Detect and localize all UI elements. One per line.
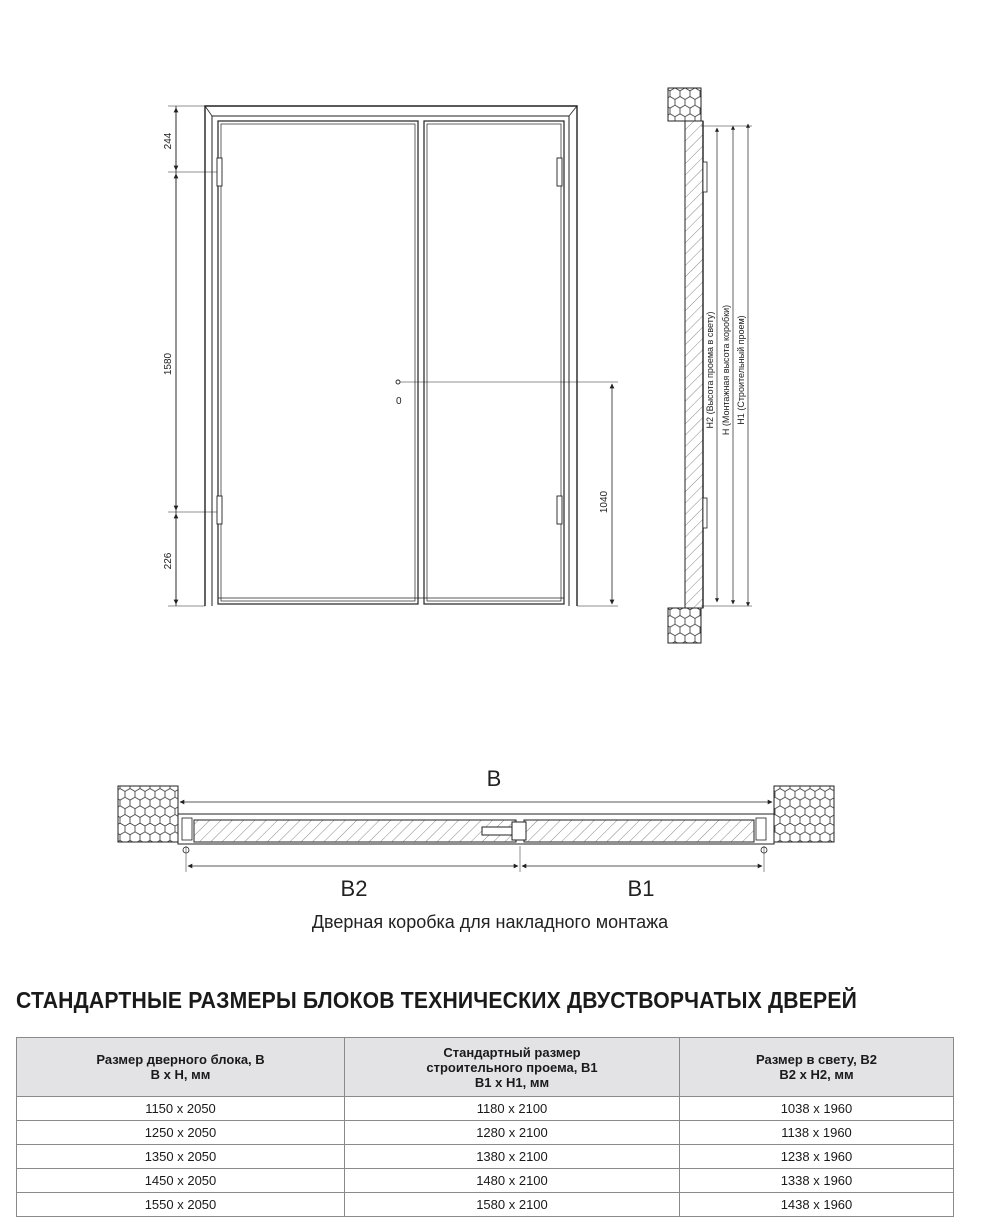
- dim-1580: 1580: [163, 352, 174, 376]
- table-row: [17, 1145, 954, 1169]
- cell-block-size: 1550 x 2050: [17, 1193, 345, 1217]
- cell-opening-size: 1280 x 2100: [345, 1121, 680, 1145]
- cell-clear-size: 1338 x 1960: [680, 1169, 954, 1193]
- plan-label-b1: B1: [627, 876, 655, 901]
- cell-block-size: 1150 x 2050: [17, 1097, 345, 1121]
- cell-clear-size: 1138 x 1960: [680, 1121, 954, 1145]
- header-clear-size: Размер в свету, В2 В2 х Н2, мм: [680, 1038, 954, 1097]
- table-header-row: [17, 1038, 954, 1097]
- section-title: СТАНДАРТНЫЕ РАЗМЕРЫ БЛОКОВ ТЕХНИЧЕСКИХ ДВУСТВОРЧАТЫХ ДВЕРЕЙ: [16, 987, 858, 1013]
- side-label-h2: H2 (Высота проема в свету): [705, 311, 715, 429]
- cell-opening-size: 1380 x 2100: [345, 1145, 680, 1169]
- table-row: [17, 1193, 954, 1217]
- side-label-h1: H1 (Строительный проем): [736, 315, 746, 425]
- front-view: [168, 106, 618, 606]
- header-opening-size: Стандартный размер строительного проема, В1 В1 х Н1, мм: [345, 1038, 680, 1097]
- cell-clear-size: 1038 x 1960: [680, 1097, 954, 1121]
- sizes-table: [16, 1037, 954, 1217]
- dim-244: 244: [163, 132, 174, 150]
- cell-opening-size: 1580 x 2100: [345, 1193, 680, 1217]
- dim-1040: 1040: [599, 490, 610, 514]
- plan-label-b: B: [486, 766, 502, 791]
- plan-view: [118, 786, 834, 872]
- plan-caption: Дверная коробка для накладного монтажа: [311, 912, 669, 932]
- cell-block-size: 1350 x 2050: [17, 1145, 345, 1169]
- cell-opening-size: 1480 x 2100: [345, 1169, 680, 1193]
- cell-clear-size: 1238 x 1960: [680, 1145, 954, 1169]
- table-row: [17, 1097, 954, 1121]
- handle-label: 0: [396, 396, 402, 407]
- dim-226: 226: [163, 552, 174, 570]
- plan-label-b2: B2: [340, 876, 368, 901]
- header-block-size: Размер дверного блока, В В х Н, мм: [17, 1038, 345, 1097]
- side-label-h: H (Монтажная высота коробки): [721, 304, 731, 436]
- cell-block-size: 1250 x 2050: [17, 1121, 345, 1145]
- cell-opening-size: 1180 x 2100: [345, 1097, 680, 1121]
- cell-block-size: 1450 x 2050: [17, 1169, 345, 1193]
- table-row: [17, 1121, 954, 1145]
- table-row: [17, 1169, 954, 1193]
- cell-clear-size: 1438 x 1960: [680, 1193, 954, 1217]
